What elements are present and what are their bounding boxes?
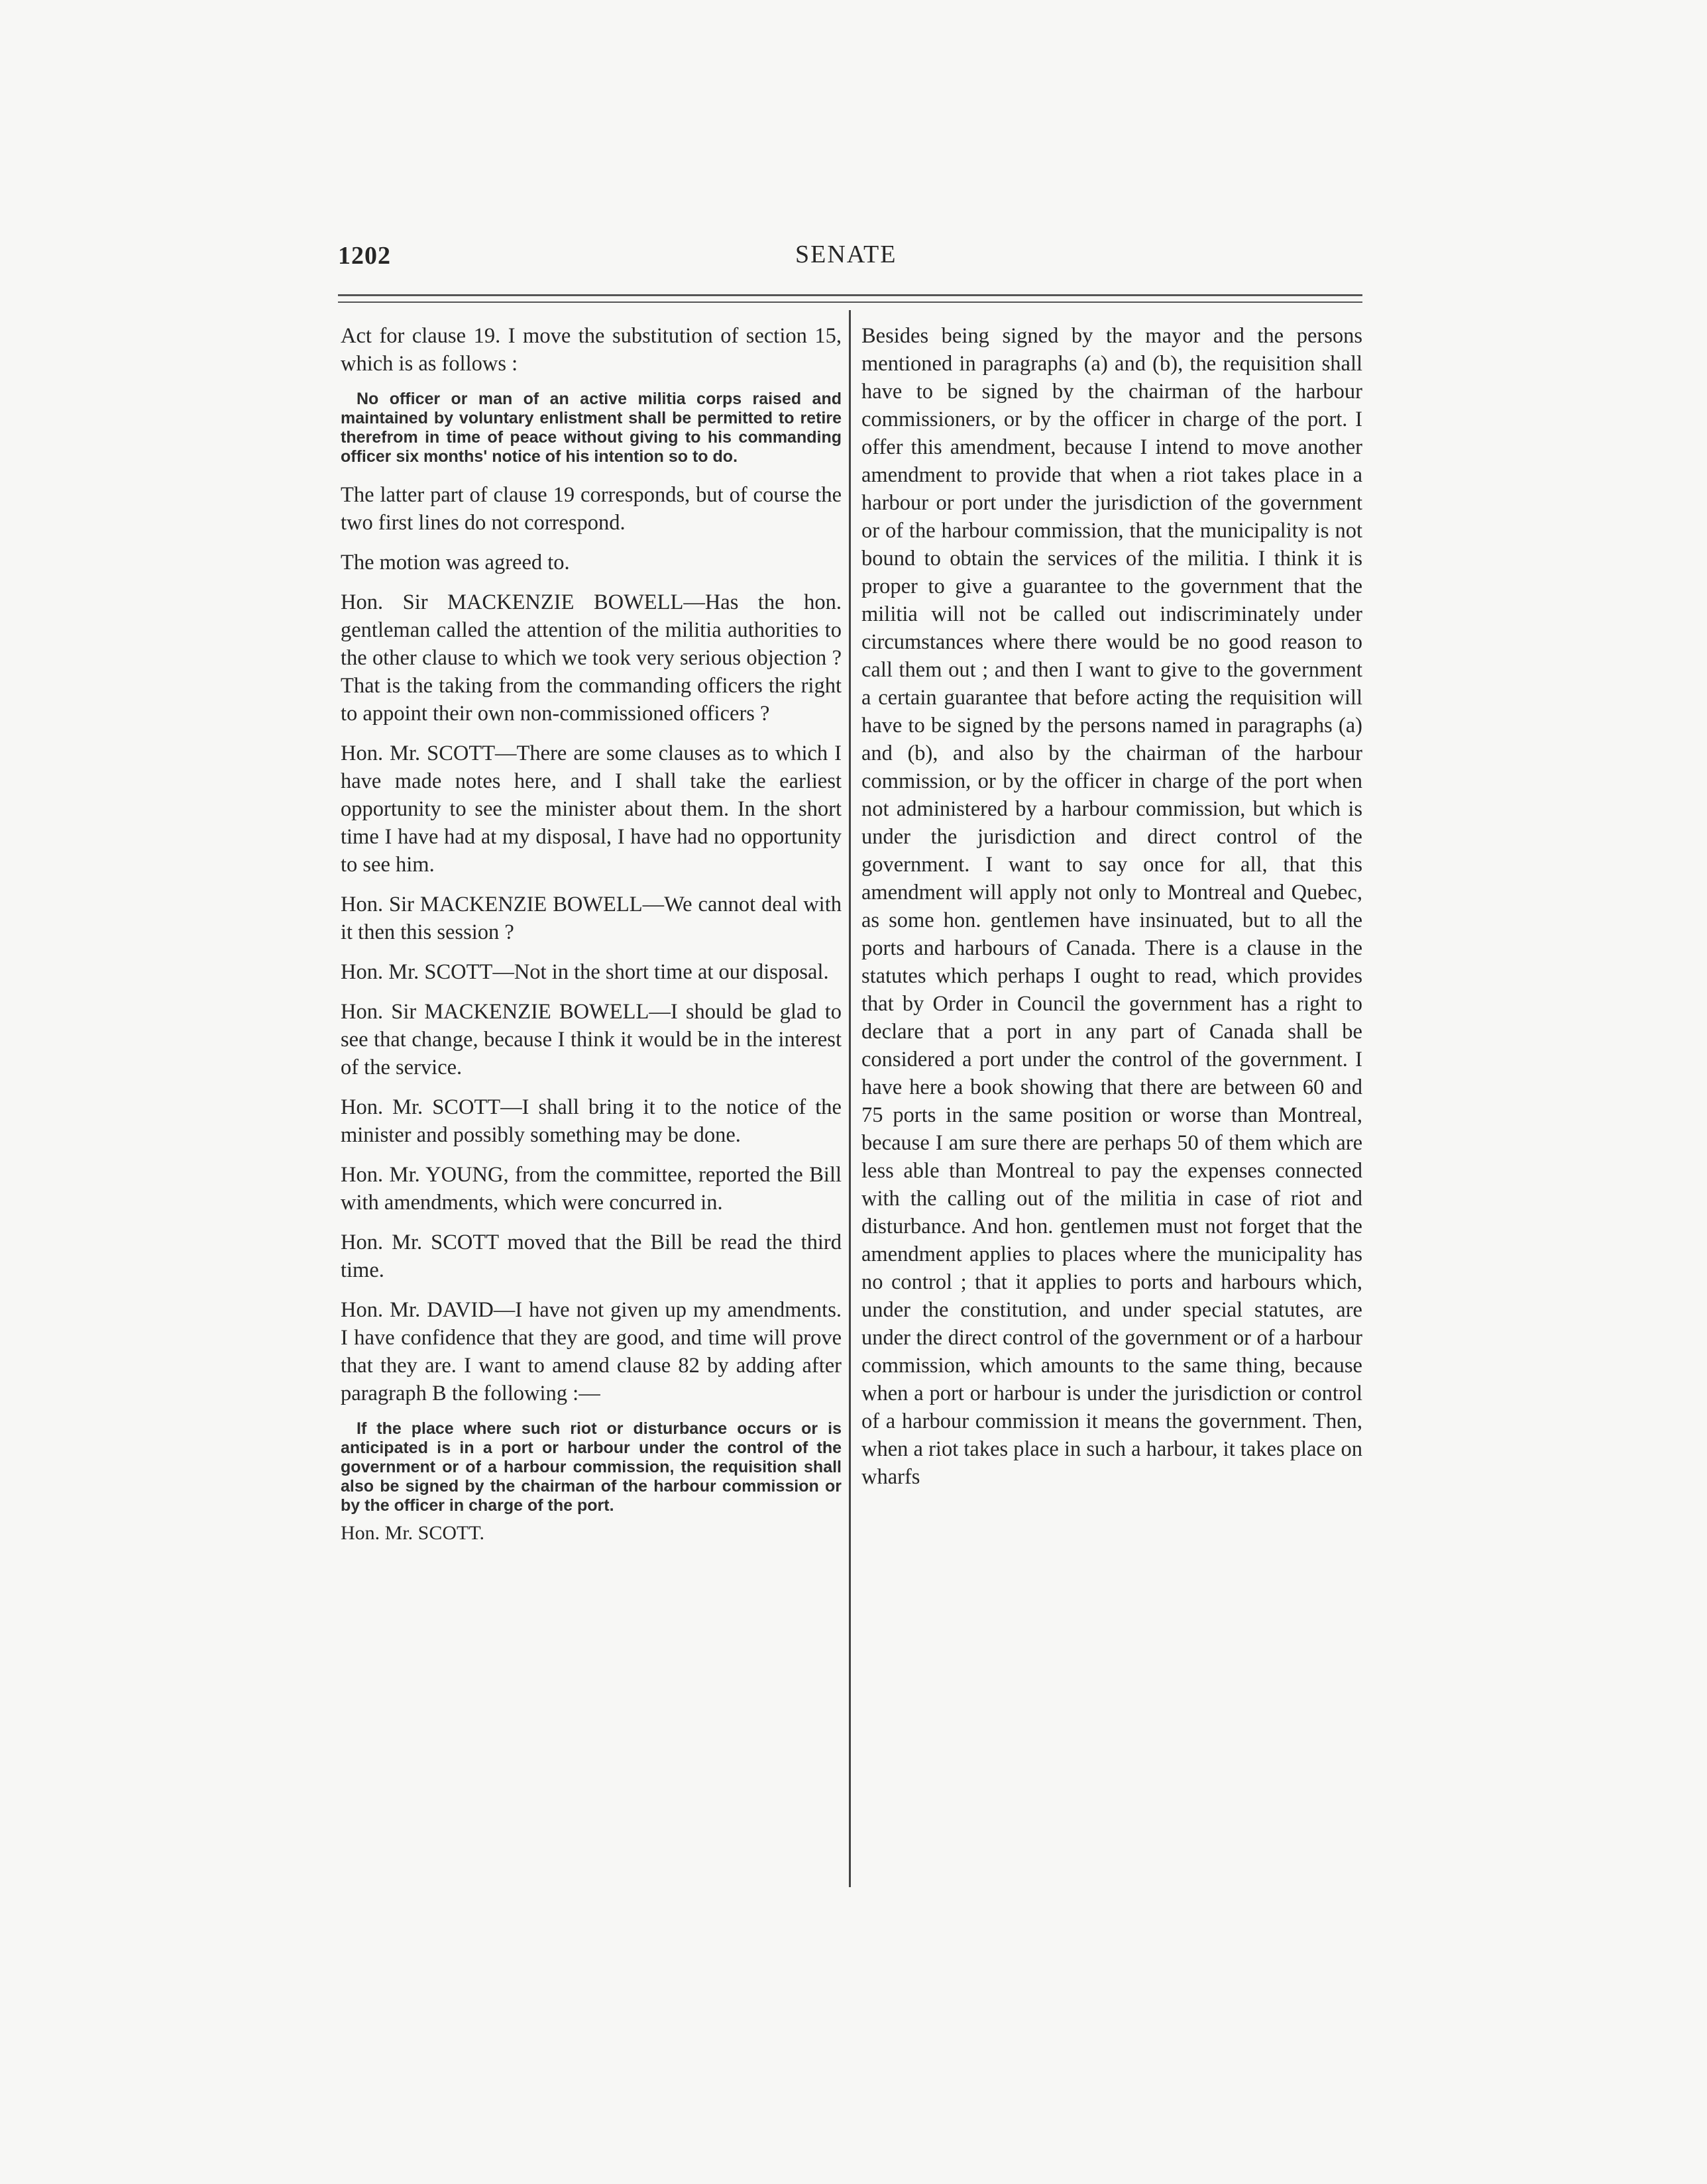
- paragraph: Hon. Mr. YOUNG, from the committee, reported the Bill with amendments, which were concurred in.: [341, 1163, 842, 1215]
- paragraph: Hon. Mr. SCOTT—There are some clauses as to which I have made notes here, and I shall take the earliest opportunity to see the minister about them. In the short time I have had at my disposal, I have had no opportunity to see him.: [341, 741, 842, 877]
- paragraph: Hon. Mr. SCOTT moved that the Bill be read the third time.: [341, 1230, 842, 1282]
- paragraph: Hon. Mr. SCOTT—I shall bring it to the notice of the minister and possibly something may be done.: [341, 1095, 842, 1147]
- paragraph: Besides being signed by the mayor and the persons mentioned in paragraphs (a) and (b), the requisition shall have to be signed by the chairman of the harbour commissioners, or by the officer in charge of the port. I offer this amendment, because I intend to move another amendment to provide that when a riot takes place in a harbour or port under the jurisdiction of the government or of the harbour commission, that the municipality is not bound to obtain the services of the militia. I think it is proper to give a guarantee to the government that the militia will not be called out indiscriminately under circumstances where there would be no good reason to call them out ; and then I want to give to the government a certain guarantee that before acting the requisition will have to be signed by the persons named in paragraphs (a) and (b), and also by the chairman of the harbour commission, or by the officer in charge of the port when not administered by a harbour commission, but which is under the jurisdiction and direct control of the government. I want to say once for all, that this amendment will apply not only to Montreal and Quebec, as some hon. gentlemen have insinuated, but to all the ports and harbours of Canada. There is a clause in the statutes which perhaps I ought to read, which provides that by Order in Council the government has a right to declare that a port in any part of Canada shall be considered a port under the control of the government. I have here a book showing that there are between 60 and 75 ports in the same position or worse than Montreal, because I am sure there are perhaps 50 of them which are less able than Montreal to pay the expenses connected with the calling out of the militia in case of riot and disturbance. And hon. gentlemen must not forget that the amendment applies to places where the municipality has no control ; that it applies to ports and harbours which, under the constitution, and under special statutes, are under the direct control of the government or of a harbour commission, which amounts to the same thing, because when a port or harbour is under the jurisdiction or control of a harbour commission it means the government. Then, when a riot takes place in such a harbour, it takes place on wharfs: [861, 324, 1362, 1489]
- column-divider: [849, 310, 851, 1887]
- page-number: 1202: [338, 242, 391, 270]
- paragraph: The latter part of clause 19 corresponds, but of course the two first lines do not correspond.: [341, 483, 842, 535]
- paragraph: Hon. Mr. DAVID—I have not given up my amendments. I have confidence that they are good, and time will prove that they are. I want to amend clause 82 by adding after paragraph B the following :—: [341, 1298, 842, 1405]
- page-title: SENATE: [795, 241, 897, 268]
- running-footer: Hon. Mr. SCOTT.: [341, 1522, 484, 1544]
- paragraph: Act for clause 19. I move the substitution of section 15, which is as follows :: [341, 324, 842, 376]
- header-rule-top: [338, 294, 1362, 296]
- left-column: [341, 322, 842, 1559]
- quoted-section: No officer or man of an active militia corps raised and maintained by voluntary enlistment shall be permitted to retire therefrom in time of peace without giving to his commanding officer six months' notice of his intention so to do.: [341, 390, 842, 466]
- paragraph: Hon. Sir MACKENZIE BOWELL—We cannot deal with it then this session ?: [341, 893, 842, 944]
- quoted-amendment: If the place where such riot or disturbance occurs or is anticipated is in a port or harbour under the control of the government or of a harbour commission, the requisition shall also be signed by the chairman of the harbour commission or by the officer in charge of the port.: [341, 1419, 842, 1515]
- paragraph: Hon. Sir MACKENZIE BOWELL—Has the hon. gentleman called the attention of the militia authorities to the other clause to which we took very serious objection ? That is the taking from the commanding officers the right to appoint their own non-commissioned officers ?: [341, 590, 842, 726]
- paragraph: Hon. Sir MACKENZIE BOWELL—I should be glad to see that change, because I think it would be in the interest of the service.: [341, 1000, 842, 1079]
- right-column: [861, 322, 1362, 1503]
- paragraph: The motion was agreed to.: [341, 551, 570, 574]
- header-rule-bottom: [338, 301, 1362, 303]
- paragraph: Hon. Mr. SCOTT—Not in the short time at our disposal.: [341, 960, 829, 984]
